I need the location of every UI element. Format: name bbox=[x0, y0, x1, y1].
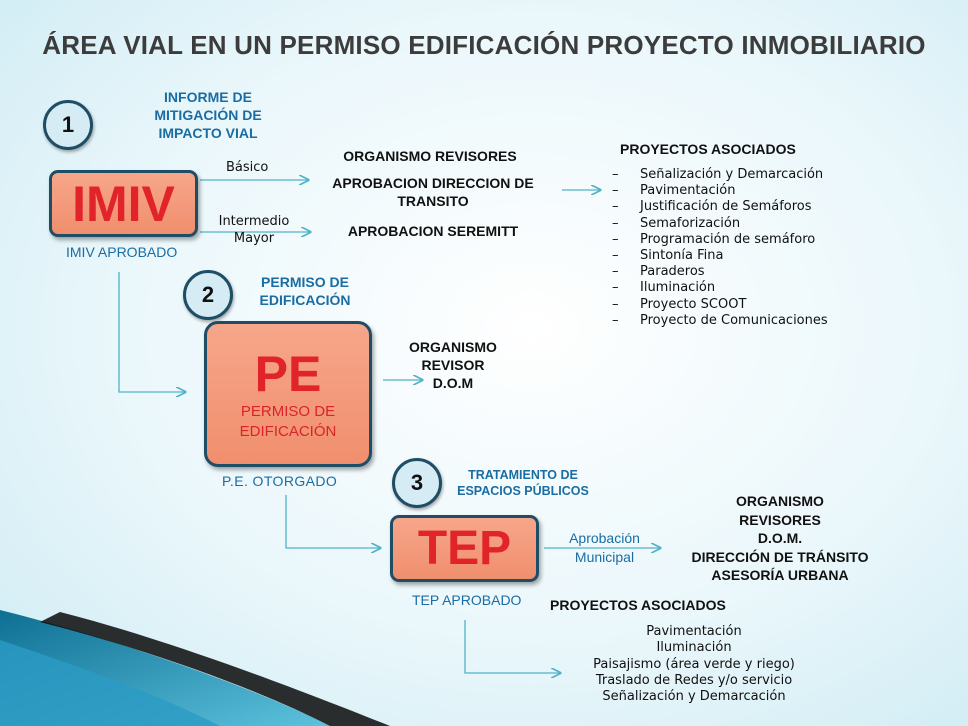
step3-projects-list bbox=[572, 624, 816, 705]
step3-heading-line: TRATAMIENTO DE bbox=[468, 468, 578, 482]
step1-heading-line: IMPACTO VIAL bbox=[158, 125, 258, 141]
step1-project-item: – Proyecto de Comunicaciones bbox=[612, 313, 828, 329]
step1-projects-heading: PROYECTOS ASOCIADOS bbox=[620, 141, 796, 157]
step2-reviewer bbox=[393, 338, 513, 392]
approval-line: Municipal bbox=[574, 549, 635, 565]
step3-project-item: Pavimentación bbox=[646, 624, 742, 639]
step2-reviewer-line: D.O.M bbox=[432, 375, 474, 391]
branch-intermediate-line: Mayor bbox=[233, 231, 275, 246]
pe-box bbox=[204, 321, 372, 467]
pe-box-sub bbox=[240, 402, 337, 442]
step3-reviewer-line: REVISORES bbox=[739, 511, 821, 528]
step1-project-item: – Sintonía Fina bbox=[612, 248, 828, 264]
page-title: ÁREA VIAL EN UN PERMISO EDIFICACIÓN PROYECTO INMOBILIARIO bbox=[42, 30, 926, 60]
step3-reviewer-line: D.O.M. bbox=[757, 530, 803, 547]
step-number-1: 1 bbox=[43, 100, 93, 150]
review-intermediate: APROBACION SEREMITT bbox=[347, 223, 519, 239]
step-number-3: 3 bbox=[392, 458, 442, 508]
branch-intermediate-label bbox=[211, 213, 297, 247]
step-number-2: 2 bbox=[183, 270, 233, 320]
review-basic-line: TRANSITO bbox=[397, 193, 469, 209]
pe-box-label: PE bbox=[254, 346, 322, 402]
branch-intermediate-line: Intermedio bbox=[218, 214, 290, 229]
step1-project-item: – Paraderos bbox=[612, 264, 828, 280]
step1-heading bbox=[138, 88, 278, 142]
tep-status: TEP APROBADO bbox=[412, 592, 522, 608]
step2-reviewer-line: ORGANISMO bbox=[409, 339, 497, 355]
arrow-tep-to-projects bbox=[465, 620, 560, 673]
step1-project-item: – Proyecto SCOOT bbox=[612, 297, 828, 313]
step1-project-item: – Semaforización bbox=[612, 216, 828, 232]
arrow-imiv-to-pe bbox=[119, 272, 185, 392]
step1-project-item: – Señalización y Demarcación bbox=[612, 167, 828, 183]
step2-heading bbox=[250, 273, 360, 309]
review-basic-heading: ORGANISMO REVISORES bbox=[343, 148, 517, 164]
step3-reviewer-line: ASESORÍA URBANA bbox=[711, 567, 849, 584]
arrow-pe-to-tep bbox=[286, 495, 380, 548]
approval-line: Aprobación bbox=[569, 530, 640, 546]
review-basic-body bbox=[318, 174, 548, 210]
step3-project-item: Traslado de Redes y/o servicio bbox=[595, 672, 793, 688]
step2-heading-line: EDIFICACIÓN bbox=[259, 292, 351, 308]
branch-basic-label: Básico bbox=[226, 160, 269, 175]
pe-status: P.E. OTORGADO bbox=[222, 473, 338, 489]
tep-box bbox=[390, 515, 539, 582]
step3-reviewer-line: ORGANISMO bbox=[736, 493, 824, 509]
step3-heading-line: ESPACIOS PÚBLICOS bbox=[457, 484, 589, 498]
step3-reviewer-line: DIRECCIÓN DE TRÁNSITO bbox=[691, 548, 869, 565]
step1-heading-line: INFORME DE bbox=[164, 89, 252, 105]
step1-project-item: – Iluminación bbox=[612, 280, 828, 296]
pe-box-sub-line: EDIFICACIÓN bbox=[239, 423, 337, 440]
step1-projects-list bbox=[612, 167, 828, 329]
imiv-box bbox=[49, 170, 198, 237]
step1-project-item: – Programación de semáforo bbox=[612, 232, 828, 248]
step3-heading bbox=[448, 467, 598, 499]
imiv-status: IMIV APROBADO bbox=[66, 244, 178, 260]
step2-heading-line: PERMISO DE bbox=[261, 274, 349, 290]
step1-project-item: – Justificación de Semáforos bbox=[612, 199, 828, 215]
review-basic-line: APROBACION DIRECCION DE bbox=[332, 175, 534, 191]
step3-reviewers bbox=[670, 492, 890, 585]
imiv-box-label: IMIV bbox=[72, 175, 175, 232]
step2-reviewer-line: REVISOR bbox=[421, 357, 485, 373]
step3-project-item: Paisajismo (área verde y riego) bbox=[593, 656, 795, 672]
approval-label bbox=[557, 529, 652, 567]
pe-box-sub-line: PERMISO DE bbox=[240, 403, 336, 420]
step3-project-item: Iluminación bbox=[656, 640, 732, 656]
step3-project-item: Señalización y Demarcación bbox=[602, 689, 786, 705]
step1-project-item: – Pavimentación bbox=[612, 183, 828, 199]
step1-heading-line: MITIGACIÓN DE bbox=[154, 107, 262, 123]
step3-projects-heading: PROYECTOS ASOCIADOS bbox=[550, 597, 726, 613]
tep-box-label: TEP bbox=[417, 521, 512, 575]
